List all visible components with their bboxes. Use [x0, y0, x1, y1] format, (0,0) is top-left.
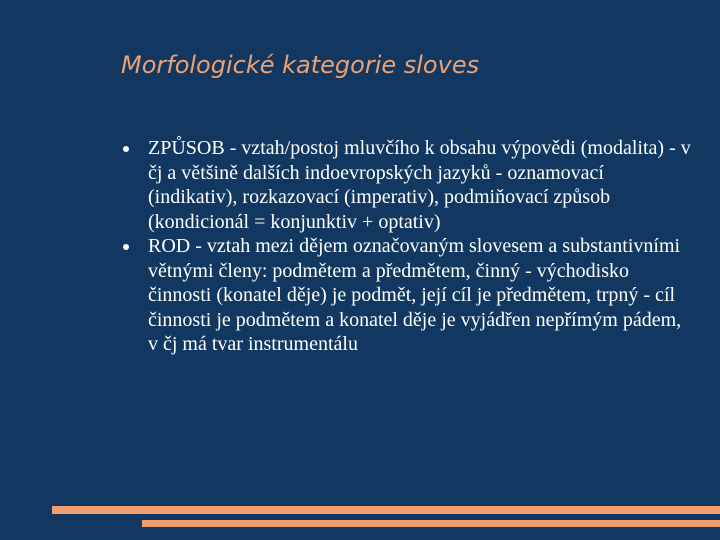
decorative-bar-upper: [52, 506, 720, 514]
decorative-bar-lower: [142, 520, 720, 527]
bullet-text: ROD - vztah mezi dějem označovaným slovesem a substantivními větnými členy: podmětem a předmětem, činný - východisko činnosti (konatel děje) je podmět, její cíl je předmětem, trpný - cíl činnosti je podmětem a konatel děje je vyjádřen nepřímým pádem, v čj má tvar instrumentálu: [148, 235, 682, 355]
bullet-item-zpusob: [123, 136, 693, 234]
bullet-list: [123, 136, 693, 357]
bullet-text: ZPŮSOB - vztah/postoj mluvčího k obsahu výpovědi (modalita) - v čj a většině dalších indoevropských jazyků - oznamovací (indikativ), rozkazovací (imperativ), podmiňovací způsob (kondicionál = konjunktiv + optativ): [148, 137, 691, 233]
bullet-dot-icon: [123, 244, 129, 250]
bullet-item-rod: [123, 234, 693, 357]
slide-title: Morfologické kategorie sloves: [121, 51, 480, 79]
bullet-dot-icon: [123, 146, 129, 152]
